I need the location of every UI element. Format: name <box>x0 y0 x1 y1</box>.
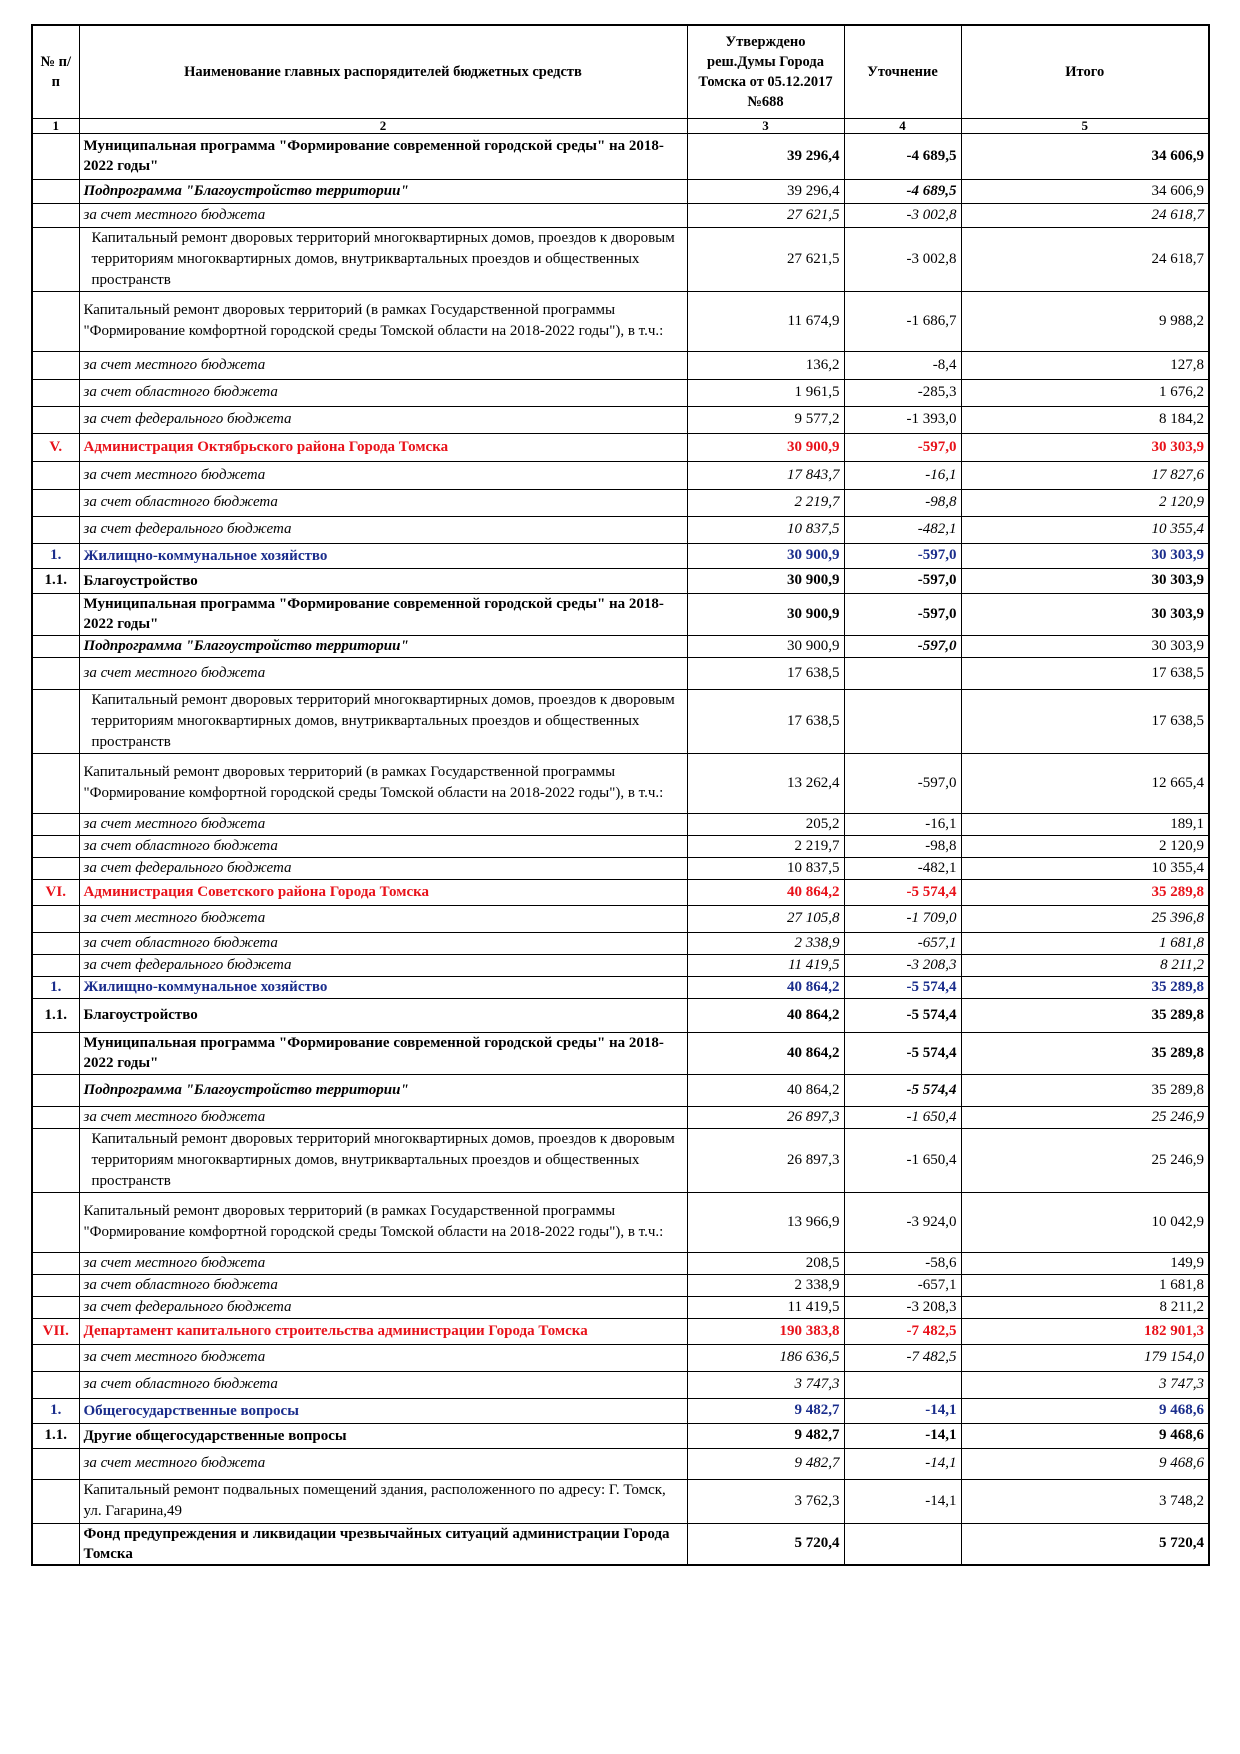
row-number: 1.1. <box>32 1423 79 1448</box>
row-name: за счет местного бюджета <box>79 461 687 489</box>
row-total-value: 9 468,6 <box>961 1398 1209 1423</box>
row-number <box>32 1128 79 1192</box>
row-total-value: 35 289,8 <box>961 976 1209 998</box>
row-approved-value: 5 720,4 <box>687 1523 844 1565</box>
row-change-value: -8,4 <box>844 351 961 379</box>
row-name: за счет федерального бюджета <box>79 954 687 976</box>
table-row <box>32 1192 1209 1252</box>
row-total-value: 30 303,9 <box>961 593 1209 635</box>
row-approved-value: 27 621,5 <box>687 227 844 291</box>
row-number <box>32 905 79 932</box>
row-total-value: 25 246,9 <box>961 1128 1209 1192</box>
row-approved-value: 13 966,9 <box>687 1192 844 1252</box>
row-change-value: -14,1 <box>844 1398 961 1423</box>
row-approved-value: 2 219,7 <box>687 489 844 516</box>
row-total-value: 1 681,8 <box>961 932 1209 954</box>
row-change-value: -16,1 <box>844 461 961 489</box>
row-total-value: 10 355,4 <box>961 857 1209 879</box>
row-name: за счет местного бюджета <box>79 905 687 932</box>
row-name: за счет областного бюджета <box>79 932 687 954</box>
row-number: 1. <box>32 1398 79 1423</box>
row-approved-value: 39 296,4 <box>687 179 844 203</box>
row-approved-value: 1 961,5 <box>687 379 844 406</box>
row-change-value: -98,8 <box>844 489 961 516</box>
row-total-value: 9 468,6 <box>961 1448 1209 1479</box>
row-name: Жилищно-коммунальное хозяйство <box>79 976 687 998</box>
row-change-value <box>844 657 961 689</box>
row-total-value: 182 901,3 <box>961 1318 1209 1344</box>
row-number <box>32 1448 79 1479</box>
table-row <box>32 905 1209 932</box>
table-row <box>32 1423 1209 1448</box>
row-change-value: -597,0 <box>844 568 961 593</box>
row-approved-value: 30 900,9 <box>687 433 844 461</box>
row-change-value: -657,1 <box>844 932 961 954</box>
row-total-value: 1 681,8 <box>961 1274 1209 1296</box>
row-approved-value: 39 296,4 <box>687 133 844 179</box>
table-row <box>32 635 1209 657</box>
row-number <box>32 753 79 813</box>
table-row <box>32 516 1209 543</box>
table-row <box>32 998 1209 1032</box>
header-change: Уточнение <box>844 25 961 118</box>
row-total-value: 34 606,9 <box>961 179 1209 203</box>
row-total-value: 9 988,2 <box>961 291 1209 351</box>
row-change-value: -1 709,0 <box>844 905 961 932</box>
row-approved-value: 26 897,3 <box>687 1106 844 1128</box>
row-number <box>32 954 79 976</box>
header-approved: Утверждено реш.Думы Города Томска от 05.12.2017 №688 <box>687 25 844 118</box>
row-name: Департамент капитального строительства администрации Города Томска <box>79 1318 687 1344</box>
row-approved-value: 30 900,9 <box>687 593 844 635</box>
row-name: за счет областного бюджета <box>79 1274 687 1296</box>
row-name: за счет местного бюджета <box>79 1448 687 1479</box>
row-change-value: -597,0 <box>844 635 961 657</box>
column-number: 1 <box>32 118 79 133</box>
row-change-value: -285,3 <box>844 379 961 406</box>
row-change-value: -597,0 <box>844 543 961 568</box>
row-approved-value: 40 864,2 <box>687 1032 844 1074</box>
row-total-value: 35 289,8 <box>961 879 1209 905</box>
row-name: Муниципальная программа "Формирование современной городской среды" на 2018-2022 годы" <box>79 593 687 635</box>
row-change-value: -482,1 <box>844 516 961 543</box>
row-change-value: -1 650,4 <box>844 1128 961 1192</box>
table-row <box>32 433 1209 461</box>
row-change-value: -1 393,0 <box>844 406 961 433</box>
row-name: Общегосударственные вопросы <box>79 1398 687 1423</box>
row-total-value: 10 042,9 <box>961 1192 1209 1252</box>
row-number <box>32 932 79 954</box>
row-approved-value: 186 636,5 <box>687 1344 844 1371</box>
row-approved-value: 27 621,5 <box>687 203 844 227</box>
row-approved-value: 3 762,3 <box>687 1479 844 1523</box>
row-approved-value: 2 338,9 <box>687 932 844 954</box>
row-change-value: -7 482,5 <box>844 1344 961 1371</box>
table-row <box>32 657 1209 689</box>
row-total-value: 30 303,9 <box>961 568 1209 593</box>
table-body <box>32 133 1209 1565</box>
row-change-value <box>844 1371 961 1398</box>
row-number: 1. <box>32 543 79 568</box>
row-change-value: -3 002,8 <box>844 227 961 291</box>
row-total-value: 30 303,9 <box>961 543 1209 568</box>
row-number: VI. <box>32 879 79 905</box>
row-total-value: 179 154,0 <box>961 1344 1209 1371</box>
table-row <box>32 1074 1209 1106</box>
row-change-value: -3 002,8 <box>844 203 961 227</box>
column-number: 3 <box>687 118 844 133</box>
row-number <box>32 1344 79 1371</box>
row-total-value: 35 289,8 <box>961 1032 1209 1074</box>
row-name: Благоустройство <box>79 998 687 1032</box>
table-row <box>32 593 1209 635</box>
row-approved-value: 3 747,3 <box>687 1371 844 1398</box>
row-approved-value: 30 900,9 <box>687 568 844 593</box>
table-row <box>32 1032 1209 1074</box>
table-row <box>32 1448 1209 1479</box>
header-name: Наименование главных распорядителей бюджетных средств <box>79 25 687 118</box>
table-row <box>32 133 1209 179</box>
header-num: № п/п <box>32 25 79 118</box>
table-row <box>32 1318 1209 1344</box>
row-number <box>32 1371 79 1398</box>
table-row <box>32 1523 1209 1565</box>
row-change-value: -7 482,5 <box>844 1318 961 1344</box>
row-number <box>32 857 79 879</box>
row-total-value: 24 618,7 <box>961 227 1209 291</box>
table-row <box>32 1344 1209 1371</box>
row-approved-value: 40 864,2 <box>687 998 844 1032</box>
row-total-value: 9 468,6 <box>961 1423 1209 1448</box>
row-approved-value: 2 338,9 <box>687 1274 844 1296</box>
row-name: Капитальный ремонт дворовых территорий (в рамках Государственной программы "Формирование комфортной городской среды Томской области на 2018-2022 годы"), в т.ч.: <box>79 1192 687 1252</box>
row-change-value: -597,0 <box>844 433 961 461</box>
table-row <box>32 932 1209 954</box>
column-number: 4 <box>844 118 961 133</box>
row-total-value: 10 355,4 <box>961 516 1209 543</box>
row-number <box>32 291 79 351</box>
row-name: за счет областного бюджета <box>79 489 687 516</box>
table-row <box>32 543 1209 568</box>
row-approved-value: 9 482,7 <box>687 1398 844 1423</box>
row-total-value: 24 618,7 <box>961 203 1209 227</box>
table-row <box>32 1371 1209 1398</box>
row-name: Подпрограмма "Благоустройство территории" <box>79 635 687 657</box>
row-total-value: 30 303,9 <box>961 433 1209 461</box>
row-number <box>32 227 79 291</box>
row-total-value: 35 289,8 <box>961 998 1209 1032</box>
row-approved-value: 11 419,5 <box>687 1296 844 1318</box>
row-number <box>32 179 79 203</box>
row-name: за счет местного бюджета <box>79 657 687 689</box>
table-row <box>32 1252 1209 1274</box>
row-approved-value: 30 900,9 <box>687 635 844 657</box>
row-name: за счет местного бюджета <box>79 1106 687 1128</box>
table-row <box>32 835 1209 857</box>
row-total-value: 2 120,9 <box>961 489 1209 516</box>
row-change-value: -1 686,7 <box>844 291 961 351</box>
row-total-value: 12 665,4 <box>961 753 1209 813</box>
table-row <box>32 227 1209 291</box>
row-change-value: -5 574,4 <box>844 1074 961 1106</box>
row-approved-value: 40 864,2 <box>687 879 844 905</box>
row-number <box>32 1032 79 1074</box>
row-number <box>32 516 79 543</box>
row-change-value: -5 574,4 <box>844 976 961 998</box>
row-name: Капитальный ремонт дворовых территорий многоквартирных домов, проездов к дворовым территориям многоквартирных домов, внутриквартальных проездов и общественных пространств <box>79 1128 687 1192</box>
row-change-value: -14,1 <box>844 1448 961 1479</box>
table-row <box>32 813 1209 835</box>
row-approved-value: 10 837,5 <box>687 857 844 879</box>
table-row <box>32 976 1209 998</box>
row-change-value: -3 208,3 <box>844 954 961 976</box>
table-row <box>32 379 1209 406</box>
row-name: Капитальный ремонт подвальных помещений здания, расположенного по адресу: Г. Томск, ул. Гагарина,49 <box>79 1479 687 1523</box>
table-row <box>32 1479 1209 1523</box>
column-number: 2 <box>79 118 687 133</box>
header-total: Итого <box>961 25 1209 118</box>
row-number <box>32 657 79 689</box>
row-change-value: -597,0 <box>844 593 961 635</box>
row-approved-value: 27 105,8 <box>687 905 844 932</box>
row-number: 1.1. <box>32 998 79 1032</box>
row-name: Благоустройство <box>79 568 687 593</box>
row-name: за счет местного бюджета <box>79 1344 687 1371</box>
table-row <box>32 179 1209 203</box>
row-approved-value: 26 897,3 <box>687 1128 844 1192</box>
row-total-value: 30 303,9 <box>961 635 1209 657</box>
table-row <box>32 954 1209 976</box>
row-number <box>32 203 79 227</box>
row-approved-value: 136,2 <box>687 351 844 379</box>
row-name: за счет областного бюджета <box>79 1371 687 1398</box>
row-approved-value: 9 577,2 <box>687 406 844 433</box>
row-change-value <box>844 1523 961 1565</box>
row-approved-value: 17 843,7 <box>687 461 844 489</box>
row-total-value: 17 638,5 <box>961 657 1209 689</box>
row-number <box>32 351 79 379</box>
row-name: Капитальный ремонт дворовых территорий (в рамках Государственной программы "Формирование комфортной городской среды Томской области на 2018-2022 годы"), в т.ч.: <box>79 753 687 813</box>
table-row <box>32 1398 1209 1423</box>
row-approved-value: 205,2 <box>687 813 844 835</box>
row-name: Капитальный ремонт дворовых территорий многоквартирных домов, проездов к дворовым территориям многоквартирных домов, внутриквартальных проездов и общественных пространств <box>79 227 687 291</box>
table-row <box>32 1274 1209 1296</box>
row-name: за счет федерального бюджета <box>79 857 687 879</box>
table-row <box>32 753 1209 813</box>
row-total-value: 2 120,9 <box>961 835 1209 857</box>
row-name: за счет местного бюджета <box>79 203 687 227</box>
row-total-value: 5 720,4 <box>961 1523 1209 1565</box>
row-total-value: 149,9 <box>961 1252 1209 1274</box>
row-number: 1. <box>32 976 79 998</box>
table-row <box>32 689 1209 753</box>
table-row <box>32 568 1209 593</box>
row-number: 1.1. <box>32 568 79 593</box>
row-number <box>32 1523 79 1565</box>
row-name: Муниципальная программа "Формирование современной городской среды" на 2018-2022 годы" <box>79 1032 687 1074</box>
row-change-value: -98,8 <box>844 835 961 857</box>
row-number <box>32 689 79 753</box>
row-change-value: -482,1 <box>844 857 961 879</box>
row-approved-value: 9 482,7 <box>687 1448 844 1479</box>
row-change-value: -597,0 <box>844 753 961 813</box>
row-name: Жилищно-коммунальное хозяйство <box>79 543 687 568</box>
row-number <box>32 1074 79 1106</box>
table-row <box>32 406 1209 433</box>
table-row <box>32 1296 1209 1318</box>
row-approved-value: 208,5 <box>687 1252 844 1274</box>
row-name: за счет областного бюджета <box>79 379 687 406</box>
row-approved-value: 190 383,8 <box>687 1318 844 1344</box>
row-number <box>32 406 79 433</box>
table-row <box>32 351 1209 379</box>
budget-table <box>31 24 1210 1566</box>
table-row <box>32 1106 1209 1128</box>
row-name: за счет местного бюджета <box>79 351 687 379</box>
row-number <box>32 593 79 635</box>
row-approved-value: 40 864,2 <box>687 1074 844 1106</box>
column-number: 5 <box>961 118 1209 133</box>
row-change-value: -4 689,5 <box>844 179 961 203</box>
row-approved-value: 9 482,7 <box>687 1423 844 1448</box>
row-name: за счет федерального бюджета <box>79 1296 687 1318</box>
row-number <box>32 1106 79 1128</box>
row-number <box>32 1252 79 1274</box>
row-total-value: 17 638,5 <box>961 689 1209 753</box>
row-name: за счет местного бюджета <box>79 1252 687 1274</box>
row-number <box>32 635 79 657</box>
table-row <box>32 489 1209 516</box>
row-change-value <box>844 689 961 753</box>
row-change-value: -4 689,5 <box>844 133 961 179</box>
row-name: Подпрограмма "Благоустройство территории" <box>79 179 687 203</box>
row-approved-value: 11 674,9 <box>687 291 844 351</box>
table-header-row <box>32 25 1209 118</box>
row-change-value: -14,1 <box>844 1479 961 1523</box>
row-number: V. <box>32 433 79 461</box>
row-name: за счет федерального бюджета <box>79 516 687 543</box>
row-total-value: 8 184,2 <box>961 406 1209 433</box>
row-number <box>32 1296 79 1318</box>
row-approved-value: 2 219,7 <box>687 835 844 857</box>
row-approved-value: 13 262,4 <box>687 753 844 813</box>
row-total-value: 35 289,8 <box>961 1074 1209 1106</box>
row-change-value: -16,1 <box>844 813 961 835</box>
row-name: за счет федерального бюджета <box>79 406 687 433</box>
row-name: Капитальный ремонт дворовых территорий многоквартирных домов, проездов к дворовым территориям многоквартирных домов, внутриквартальных проездов и общественных пространств <box>79 689 687 753</box>
budget-table-sheet <box>31 24 1208 1566</box>
row-total-value: 8 211,2 <box>961 1296 1209 1318</box>
row-approved-value: 11 419,5 <box>687 954 844 976</box>
row-name: Капитальный ремонт дворовых территорий (в рамках Государственной программы "Формирование комфортной городской среды Томской области на 2018-2022 годы"), в т.ч.: <box>79 291 687 351</box>
row-number <box>32 489 79 516</box>
row-approved-value: 17 638,5 <box>687 657 844 689</box>
row-name: за счет местного бюджета <box>79 813 687 835</box>
row-approved-value: 17 638,5 <box>687 689 844 753</box>
row-total-value: 25 246,9 <box>961 1106 1209 1128</box>
row-name: Другие общегосударственные вопросы <box>79 1423 687 1448</box>
row-total-value: 189,1 <box>961 813 1209 835</box>
row-change-value: -3 208,3 <box>844 1296 961 1318</box>
table-row <box>32 461 1209 489</box>
row-total-value: 3 748,2 <box>961 1479 1209 1523</box>
table-row <box>32 1128 1209 1192</box>
row-total-value: 17 827,6 <box>961 461 1209 489</box>
row-name: Фонд предупреждения и ликвидации чрезвычайных ситуаций администрации Города Томска <box>79 1523 687 1565</box>
row-total-value: 3 747,3 <box>961 1371 1209 1398</box>
row-name: Администрация Советского района Города Томска <box>79 879 687 905</box>
row-number <box>32 379 79 406</box>
row-total-value: 25 396,8 <box>961 905 1209 932</box>
row-total-value: 127,8 <box>961 351 1209 379</box>
row-number <box>32 133 79 179</box>
row-change-value: -58,6 <box>844 1252 961 1274</box>
row-change-value: -5 574,4 <box>844 1032 961 1074</box>
row-number <box>32 1274 79 1296</box>
row-approved-value: 10 837,5 <box>687 516 844 543</box>
row-total-value: 34 606,9 <box>961 133 1209 179</box>
table-row <box>32 857 1209 879</box>
row-name: Администрация Октябрьского района Города Томска <box>79 433 687 461</box>
row-change-value: -5 574,4 <box>844 998 961 1032</box>
row-name: Муниципальная программа "Формирование современной городской среды" на 2018-2022 годы" <box>79 133 687 179</box>
row-total-value: 1 676,2 <box>961 379 1209 406</box>
row-number <box>32 1192 79 1252</box>
column-number-row <box>32 118 1209 133</box>
table-row <box>32 879 1209 905</box>
table-row <box>32 203 1209 227</box>
row-approved-value: 30 900,9 <box>687 543 844 568</box>
row-total-value: 8 211,2 <box>961 954 1209 976</box>
row-number: VII. <box>32 1318 79 1344</box>
row-number <box>32 1479 79 1523</box>
row-approved-value: 40 864,2 <box>687 976 844 998</box>
row-change-value: -1 650,4 <box>844 1106 961 1128</box>
row-number <box>32 813 79 835</box>
row-number <box>32 461 79 489</box>
row-change-value: -5 574,4 <box>844 879 961 905</box>
row-number <box>32 835 79 857</box>
row-change-value: -14,1 <box>844 1423 961 1448</box>
row-change-value: -657,1 <box>844 1274 961 1296</box>
row-name: Подпрограмма "Благоустройство территории" <box>79 1074 687 1106</box>
table-row <box>32 291 1209 351</box>
row-change-value: -3 924,0 <box>844 1192 961 1252</box>
row-name: за счет областного бюджета <box>79 835 687 857</box>
